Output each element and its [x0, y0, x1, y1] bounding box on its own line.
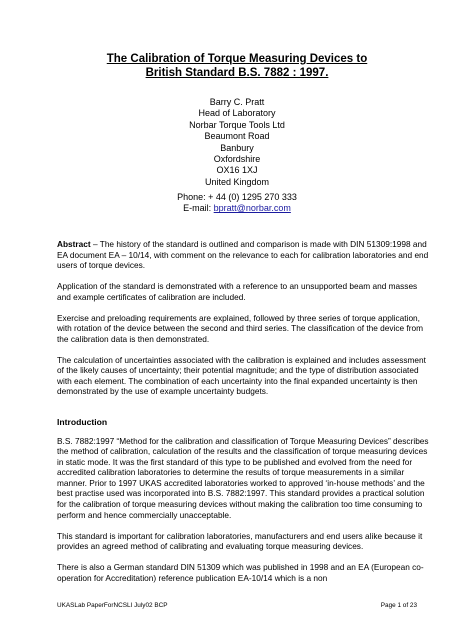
abstract-paragraph-3: Exercise and preloading requirements are explained, followed by three series of torque application, with rotation of the device between the second and third series. The classification of the device from the calibration data is then demonstrated.	[57, 312, 424, 344]
contact-block	[0, 192, 474, 215]
address-country: United Kingdom	[204, 176, 270, 187]
author-block	[0, 97, 474, 188]
footer-page-number: Page 1 of 23	[380, 602, 417, 609]
abstract-paragraph-4: The calculation of uncertainties associated with the calibration is explained and includes assessment of the likely causes of uncertainty; their potential magnitude; and the type of distribution associated with each element. The combination of each uncertainty into the final expanded uncertainty is then demonstrated by the use of example uncertainty budgets.	[57, 354, 426, 397]
phone-number: Phone: + 44 (0) 1295 270 333	[177, 192, 297, 202]
abstract-text: – The history of the standard is outlined and comparison is made with DIN 51309:1998 and EA document EA – 10/14, with comment on the relevance to each for calibration laboratories and end users of torque devices.	[57, 239, 429, 271]
abstract-paragraph-1	[57, 239, 432, 271]
abstract-paragraph-2: Application of the standard is demonstrated with a reference to an unsupported beam and masses and example certificates of calibration are included.	[57, 281, 418, 302]
title-line-1: The Calibration of Torque Measuring Devices to	[106, 53, 368, 65]
introduction-paragraph-1: B.S. 7882:1997 “Method for the calibration and classification of Torque Measuring Devices” describes the method of calibration, calculation of the results and the classification of torque measuring devices in static mode. It was the first standard of this type to be published and evolved from the need for accredited calibration laboratories to determine the results of torque measurements in a similar manner. Prior to 1997 UKAS accredited laboratories worked to approved ‘in-house methods’ and the best practise used was incorporated into B.S. 7882:1997. This standard provides a practical solution for the calibration of torque measuring devices without making the calibration too time consuming to perform and hence commercially unacceptable.	[57, 435, 429, 520]
introduction-heading: Introduction	[57, 416, 108, 427]
author-position: Head of Laboratory	[198, 108, 276, 119]
address-postcode: OX16 1XJ	[216, 165, 258, 176]
email-label: E-mail:	[183, 203, 212, 214]
email-link[interactable]: bpratt@norbar.com	[213, 203, 291, 214]
abstract-label: Abstract	[57, 239, 91, 249]
paper-title	[0, 52, 474, 80]
address-county: Oxfordshire	[213, 154, 261, 165]
footer-document-ref: UKASLab PaperForNCSLI July02 BCP	[57, 602, 168, 609]
title-line-2: British Standard B.S. 7882 : 1997.	[145, 67, 329, 79]
address-street: Beaumont Road	[204, 131, 270, 142]
author-company: Norbar Torque Tools Ltd	[189, 119, 285, 130]
email-line	[0, 203, 474, 214]
introduction-paragraph-3: There is also a German standard DIN 51309 which was published in 1998 and an EA (European co-operation for Accreditation) reference publication EA-10/14 which is a non	[57, 561, 424, 583]
author-name: Barry C. Pratt	[209, 97, 265, 107]
introduction-paragraph-2: This standard is important for calibration laboratories, manufacturers and end users alike because it provides an agreed method of calibrating and evaluating torque measuring devices.	[57, 530, 423, 552]
paper-body	[57, 239, 432, 593]
address-town: Banbury	[220, 142, 254, 153]
